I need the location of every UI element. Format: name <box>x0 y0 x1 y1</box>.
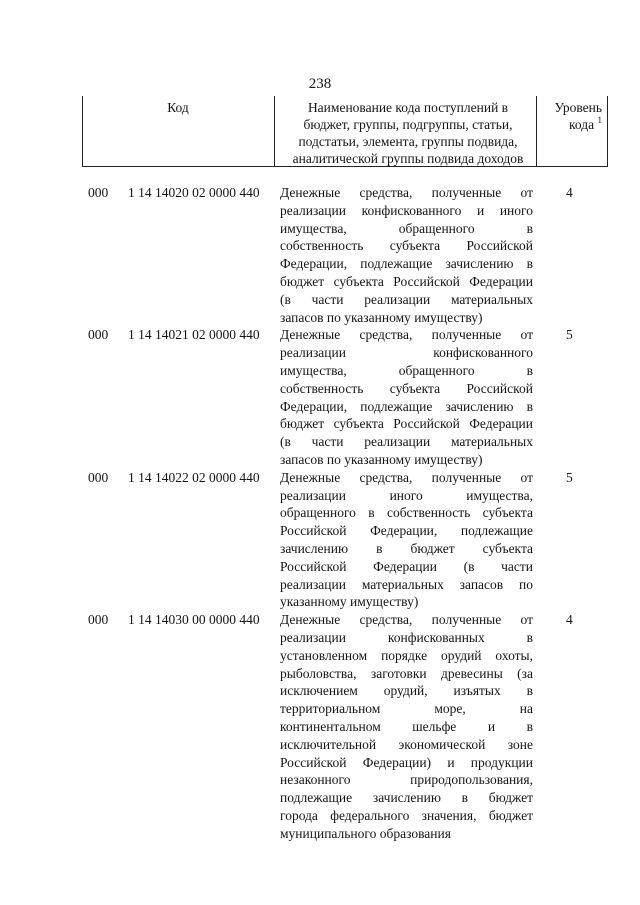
row-name-line: Федерации, подлежащие зачислению в <box>280 398 533 414</box>
row-name-line: исключением орудий, изъятых в <box>280 683 533 699</box>
row-name-line: реализации иного имущества, <box>280 487 533 503</box>
row-name-line: Российской Федерации, подлежащие <box>280 523 533 539</box>
row-prefix: 000 <box>88 469 109 485</box>
row-level: 4 <box>566 612 573 628</box>
header-code: Код <box>167 100 189 115</box>
row-name-line: Федерации, подлежащие зачислению в <box>280 256 533 272</box>
row-code: 1 14 14022 02 0000 440 <box>128 469 260 485</box>
row-prefix: 000 <box>88 327 109 343</box>
row-name-line: Денежные средства, полученные от <box>280 469 533 485</box>
header-name-line: аналитической группы подвида доходов <box>292 151 524 166</box>
footnote-mark: 1 <box>597 114 602 125</box>
row-name-line: собственность субъекта Российской <box>280 238 533 254</box>
row-name-line: имущества, обращенного в <box>280 220 533 236</box>
row-level: 4 <box>566 185 573 200</box>
table-row <box>0 469 640 611</box>
row-name-line: реализации материальных запасов по <box>280 576 533 592</box>
row-name-line: собственность субъекта Российской <box>280 380 533 396</box>
row-name-line: незаконного природопользования, <box>280 772 533 788</box>
table-row <box>0 184 640 326</box>
row-name-line: территориальном море, на <box>280 701 533 717</box>
row-name-line: Российской Федерации (в части <box>280 558 533 574</box>
table-row <box>0 611 640 842</box>
row-name-line: запасов по указанному имуществу) <box>280 451 483 467</box>
row-name-line: обращенного в собственность субъекта <box>280 505 533 521</box>
row-code: 1 14 14021 02 0000 440 <box>128 327 260 343</box>
row-prefix: 000 <box>88 612 109 628</box>
row-name-line: бюджет субъекта Российской Федерации <box>280 416 533 432</box>
row-name-line: (в части реализации материальных <box>280 291 533 307</box>
row-name-line: имущества, обращенного в <box>280 362 533 378</box>
row-name-line: зачислению в бюджет субъекта <box>280 540 533 556</box>
row-name-line: реализации конфискованного <box>280 345 533 361</box>
row-name-line: Денежные средства, полученные от <box>280 612 533 628</box>
header-name-line: Наименование кода поступлений в <box>307 100 509 115</box>
header-level-line <box>536 116 602 133</box>
row-name-line: реализации конфискованного и иного <box>280 202 533 218</box>
row-name <box>280 326 533 468</box>
row-level: 5 <box>566 327 573 343</box>
row-name-line: бюджет субъекта Российской Федерации <box>280 273 533 289</box>
row-name-line: установленном порядке орудий охоты, <box>280 647 533 663</box>
row-name-line: реализации конфискованных в <box>280 629 533 645</box>
row-name-line: муниципального образования <box>280 825 451 841</box>
header-name-line: подстатьи, элемента, группы подвида, <box>298 134 518 149</box>
row-name-line: континентальном шельфе и в <box>280 718 533 734</box>
table-body <box>0 184 640 842</box>
row-name-line: Денежные средства, полученные от <box>280 327 533 343</box>
table-row <box>0 326 640 468</box>
row-code: 1 14 14020 02 0000 440 <box>128 185 260 200</box>
header-level <box>536 99 608 133</box>
table-header <box>82 96 608 167</box>
row-name-line: исключительной экономической зоне <box>280 736 533 752</box>
row-name-line: Российской Федерации) и продукции <box>280 754 533 770</box>
row-name <box>280 184 533 326</box>
header-name <box>275 99 541 167</box>
header-level-line: Уровень <box>554 100 602 115</box>
row-name-line: (в части реализации материальных <box>280 434 533 450</box>
row-code: 1 14 14030 00 0000 440 <box>128 612 260 628</box>
row-prefix: 000 <box>88 185 109 200</box>
header-name-line: бюджет, группы, подгруппы, статьи, <box>303 117 513 132</box>
header-level-word: кода <box>569 117 595 132</box>
row-name <box>280 611 533 842</box>
row-level: 5 <box>566 469 573 485</box>
row-name-line: рыболовства, заготовки древесины (за <box>280 665 533 681</box>
row-name <box>280 469 533 611</box>
row-name-line: города федерального значения, бюджет <box>280 807 533 823</box>
row-name-line: Денежные средства, полученные от <box>280 185 533 200</box>
row-name-line: запасов по указанному имуществу) <box>280 309 483 325</box>
page-number: 238 <box>308 76 332 92</box>
row-name-line: указанному имуществу) <box>280 594 419 610</box>
row-name-line: подлежащие зачислению в бюджет <box>280 790 533 806</box>
